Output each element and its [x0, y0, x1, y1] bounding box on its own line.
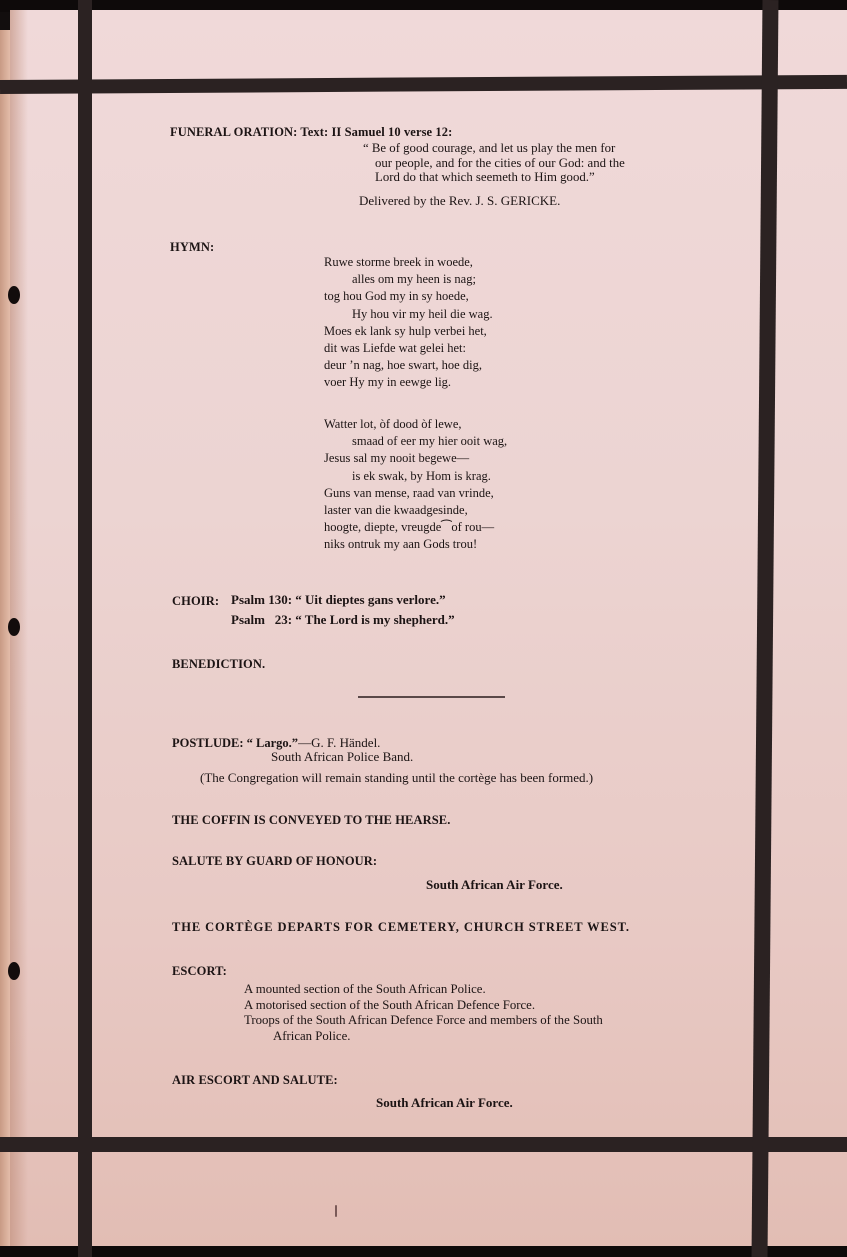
- choir-line: Psalm 130: “ Uit dieptes gans verlore.”: [231, 592, 446, 607]
- hymn-heading: HYMN:: [170, 240, 215, 254]
- air-escort-by: South African Air Force.: [376, 1095, 513, 1110]
- oration-quote: [363, 141, 625, 185]
- escort-heading: ESCORT:: [172, 964, 227, 978]
- escort-item: A motorised section of the South African Defence Force.: [244, 997, 536, 1012]
- escort-item: A mounted section of the South African Police.: [244, 982, 486, 996]
- hymn-stanza-1: [324, 254, 493, 392]
- hymn-line: smaad of eer my hier ooit wag,: [352, 434, 508, 449]
- hymn-line: is ek swak, by Hom is krag.: [352, 468, 491, 483]
- escort-item: Troops of the South African Defence Force and members of the South: [244, 1013, 603, 1027]
- hymn-line: Hy hou vir my heil die wag.: [352, 306, 493, 321]
- hymn-stanza-2: [324, 416, 507, 554]
- hymn-line: alles om my heen is nag;: [352, 272, 476, 287]
- benediction: BENEDICTION.: [172, 657, 266, 671]
- air-escort-heading: AIR ESCORT AND SALUTE:: [172, 1073, 338, 1087]
- delivered-by: Delivered by the Rev. J. S. GERICKE.: [359, 193, 561, 208]
- hymn-line: hoogte, diepte, vreugde⁀of rou—: [324, 520, 495, 535]
- quote-line: our people, and for the cities of our God: and the: [375, 155, 625, 170]
- choir-psalm-23: [231, 612, 455, 628]
- choir-label: CHOIR:: [172, 594, 220, 608]
- hymn-line: dit was Liefde wat gelei het:: [324, 341, 466, 356]
- postlude-composer: —G. F. Händel.: [298, 735, 381, 750]
- cortege-departs: THE CORTÈGE DEPARTS FOR CEMETERY, CHURCH STREET WEST.: [172, 920, 630, 934]
- hymn-line: tog hou God my in sy hoede,: [324, 289, 469, 304]
- escort-item: African Police.: [273, 1028, 351, 1043]
- hymn-line: Moes ek lank sy hulp verbei het,: [324, 323, 487, 338]
- salute-heading: SALUTE BY GUARD OF HONOUR:: [172, 854, 378, 868]
- coffin-conveyed: THE COFFIN IS CONVEYED TO THE HEARSE.: [172, 813, 451, 827]
- congregation-note: (The Congregation will remain standing until the cortège has been formed.): [200, 770, 594, 785]
- postlude-title: POSTLUDE: “ Largo.”: [172, 736, 299, 750]
- quote-line: Lord do that which seemeth to Him good.”: [375, 170, 595, 184]
- postlude-performer: South African Police Band.: [271, 749, 414, 764]
- hymn-line: voer Hy my in eewge lig.: [324, 375, 452, 390]
- hymn-line: deur ’n nag, hoe swart, hoe dig,: [324, 358, 482, 373]
- hymn-line: Watter lot, òf dood òf lewe,: [324, 417, 462, 431]
- choir-psalm-130: [231, 592, 446, 608]
- ink-smudge: [335, 1205, 337, 1217]
- hymn-line: Jesus sal my nooit begewe—: [324, 451, 470, 466]
- section-divider: [358, 696, 505, 698]
- funeral-oration-heading: FUNERAL ORATION: Text: II Samuel 10 verse 12:: [170, 125, 453, 139]
- hymn-line: Ruwe storme breek in woede,: [324, 255, 473, 269]
- salute-by: South African Air Force.: [426, 877, 563, 892]
- choir-line: Psalm 23: “ The Lord is my shepherd.”: [231, 612, 455, 627]
- hymn-line: Guns van mense, raad van vrinde,: [324, 485, 494, 500]
- hymn-line: laster van die kwaadgesinde,: [324, 503, 468, 518]
- hymn-line: niks ontruk my aan Gods trou!: [324, 537, 478, 552]
- quote-line: “ Be of good courage, and let us play the men for: [363, 141, 616, 155]
- escort-list: [244, 982, 603, 1044]
